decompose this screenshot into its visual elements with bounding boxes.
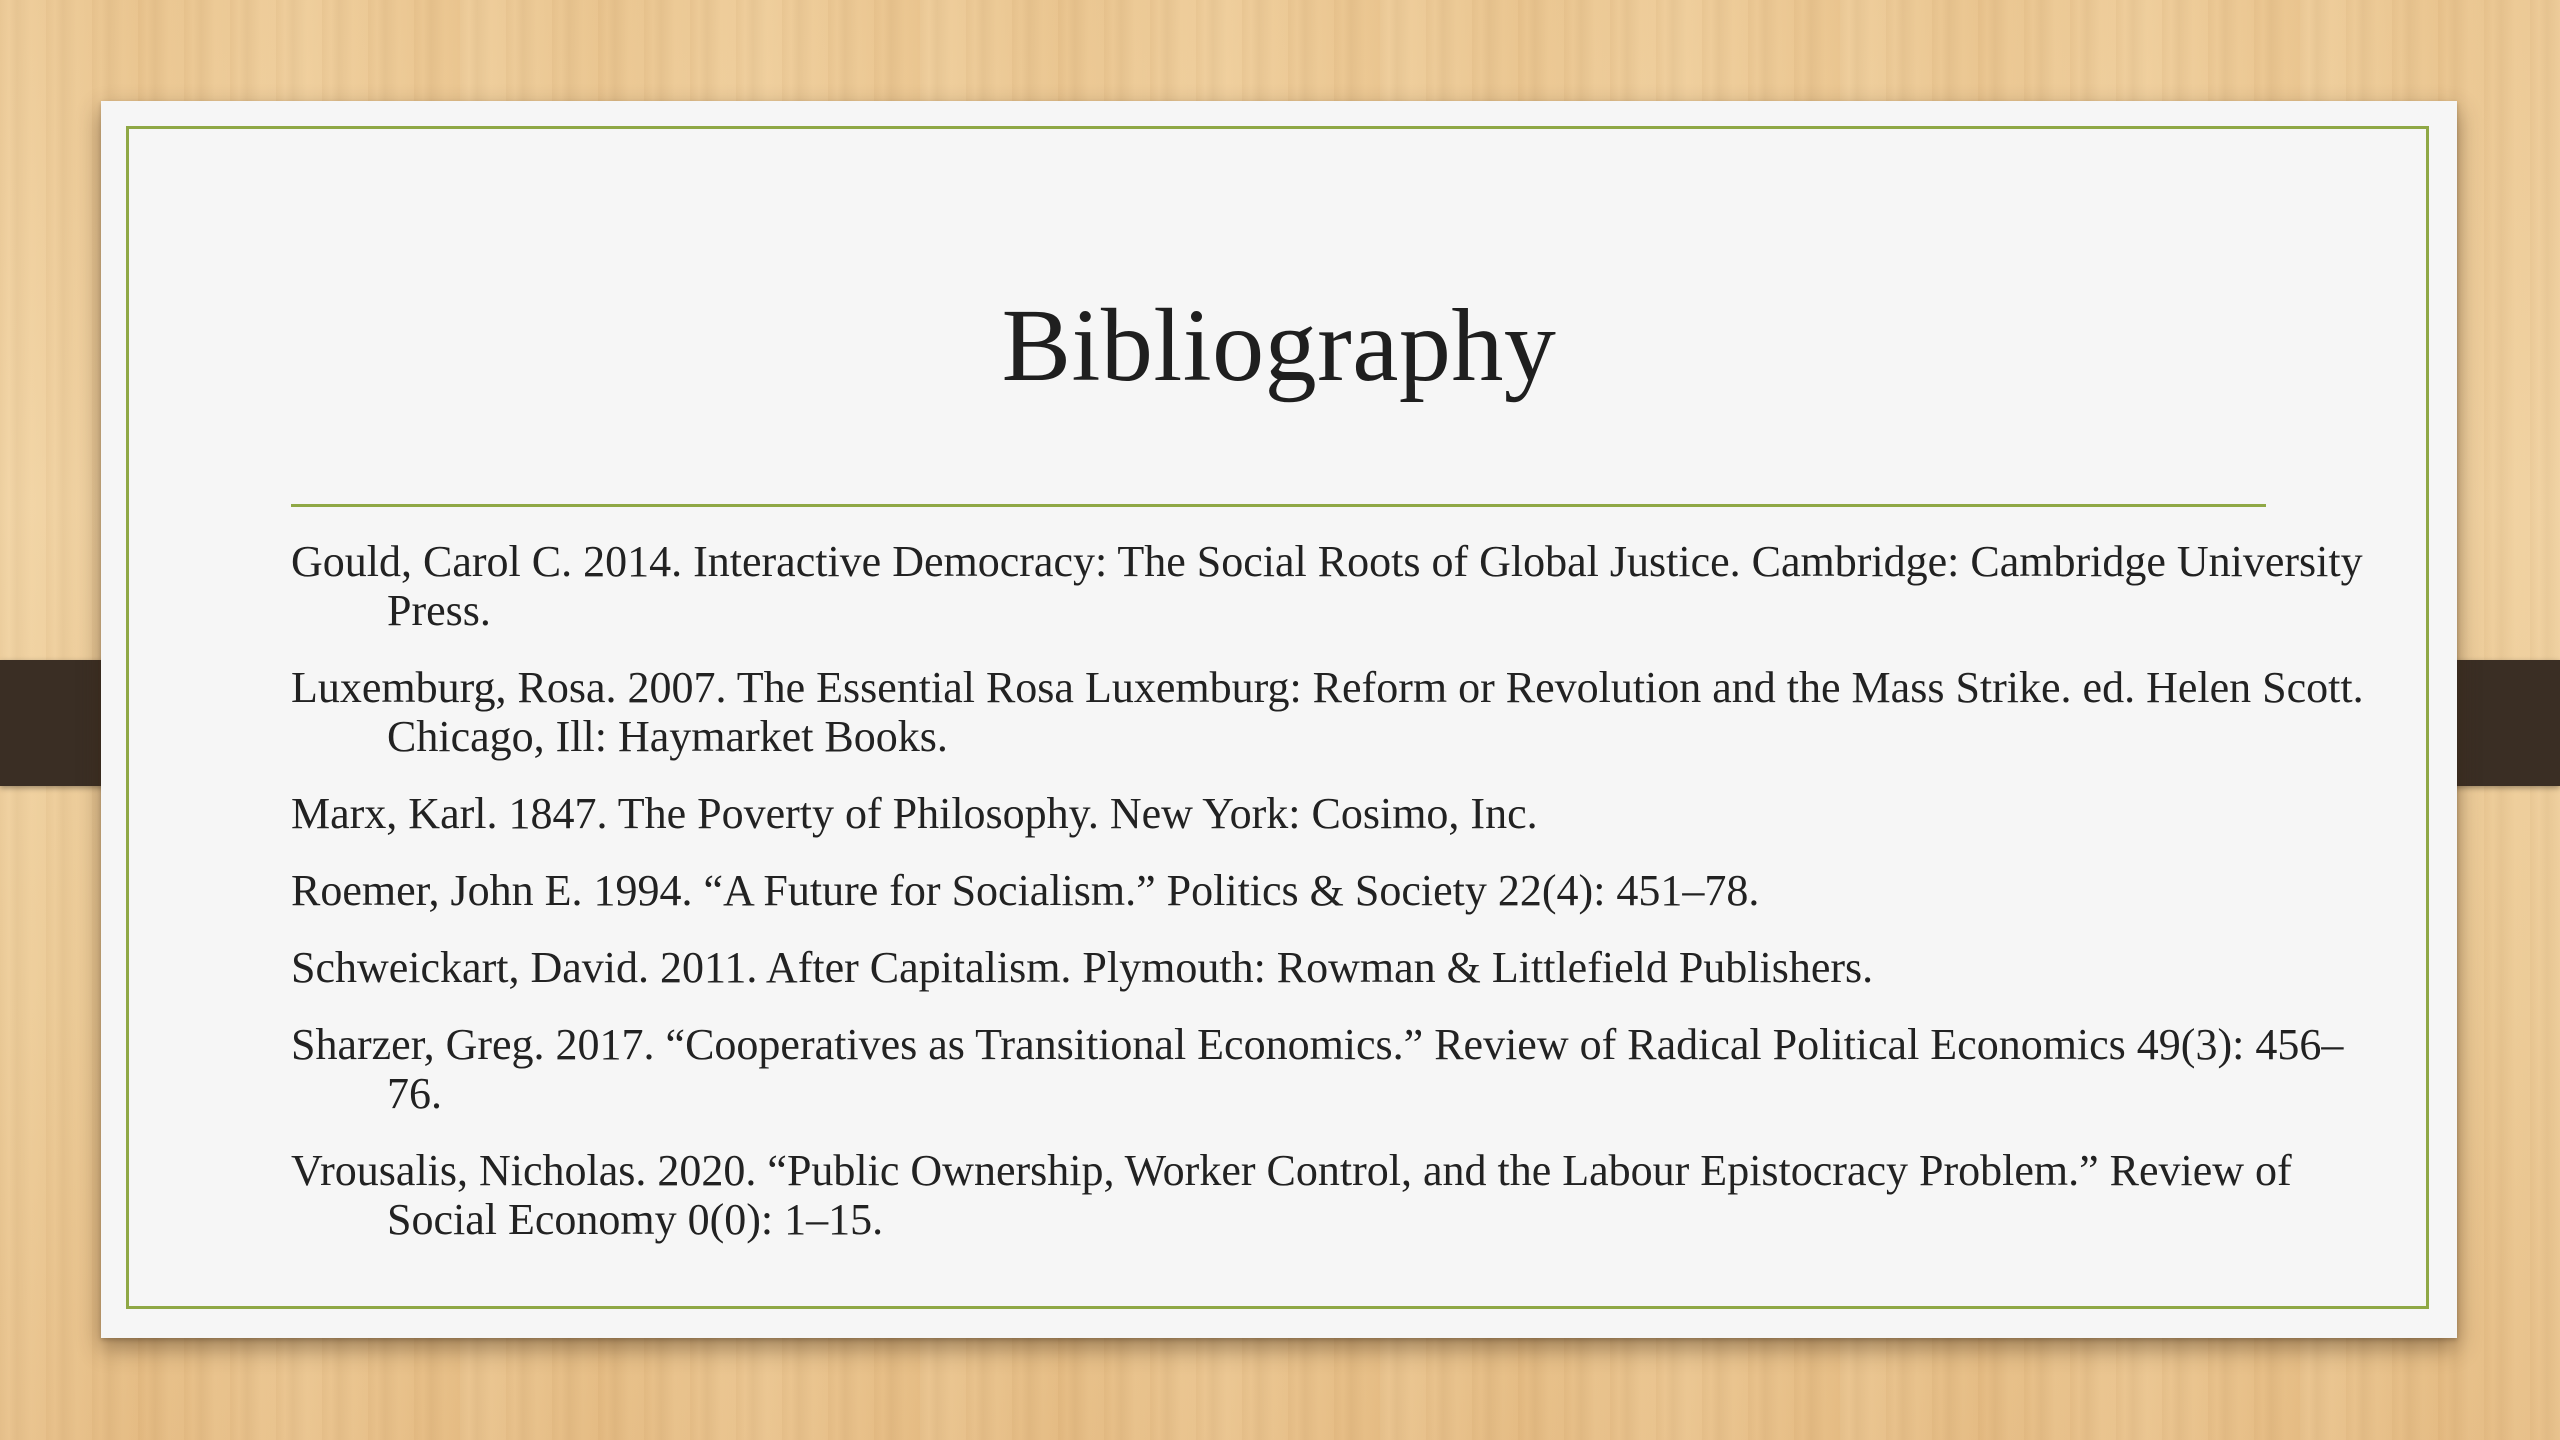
reference-item: Marx, Karl. 1847. The Poverty of Philosophy. New York: Cosimo, Inc. bbox=[291, 789, 1538, 838]
reference-item: Roemer, John E. 1994. “A Future for Socialism.” Politics & Society 22(4): 451–78. bbox=[291, 866, 1760, 915]
slide bbox=[101, 101, 2457, 1338]
reference-item: Luxemburg, Rosa. 2007. The Essential Rosa Luxemburg: Reform or Revolution and the Mass Strike. ed. Helen Scott. Chicago, Ill: Haymarket Books. bbox=[291, 663, 2364, 761]
reference-item: Schweickart, David. 2011. After Capitalism. Plymouth: Rowman & Littlefield Publishers. bbox=[291, 943, 1874, 992]
reference-list bbox=[291, 537, 2371, 1272]
reference-item: Sharzer, Greg. 2017. “Cooperatives as Transitional Economics.” Review of Radical Political Economics 49(3): 456–76. bbox=[291, 1020, 2344, 1118]
slide-title: Bibliography bbox=[1001, 288, 1557, 403]
reference-item: Vrousalis, Nicholas. 2020. “Public Ownership, Worker Control, and the Labour Epistocracy Problem.” Review of Social Economy 0(0): 1–15. bbox=[291, 1146, 2292, 1244]
reference-item: Gould, Carol C. 2014. Interactive Democracy: The Social Roots of Global Justice. Cambridge: Cambridge University Press. bbox=[291, 537, 2363, 635]
title-underline bbox=[291, 504, 2266, 507]
